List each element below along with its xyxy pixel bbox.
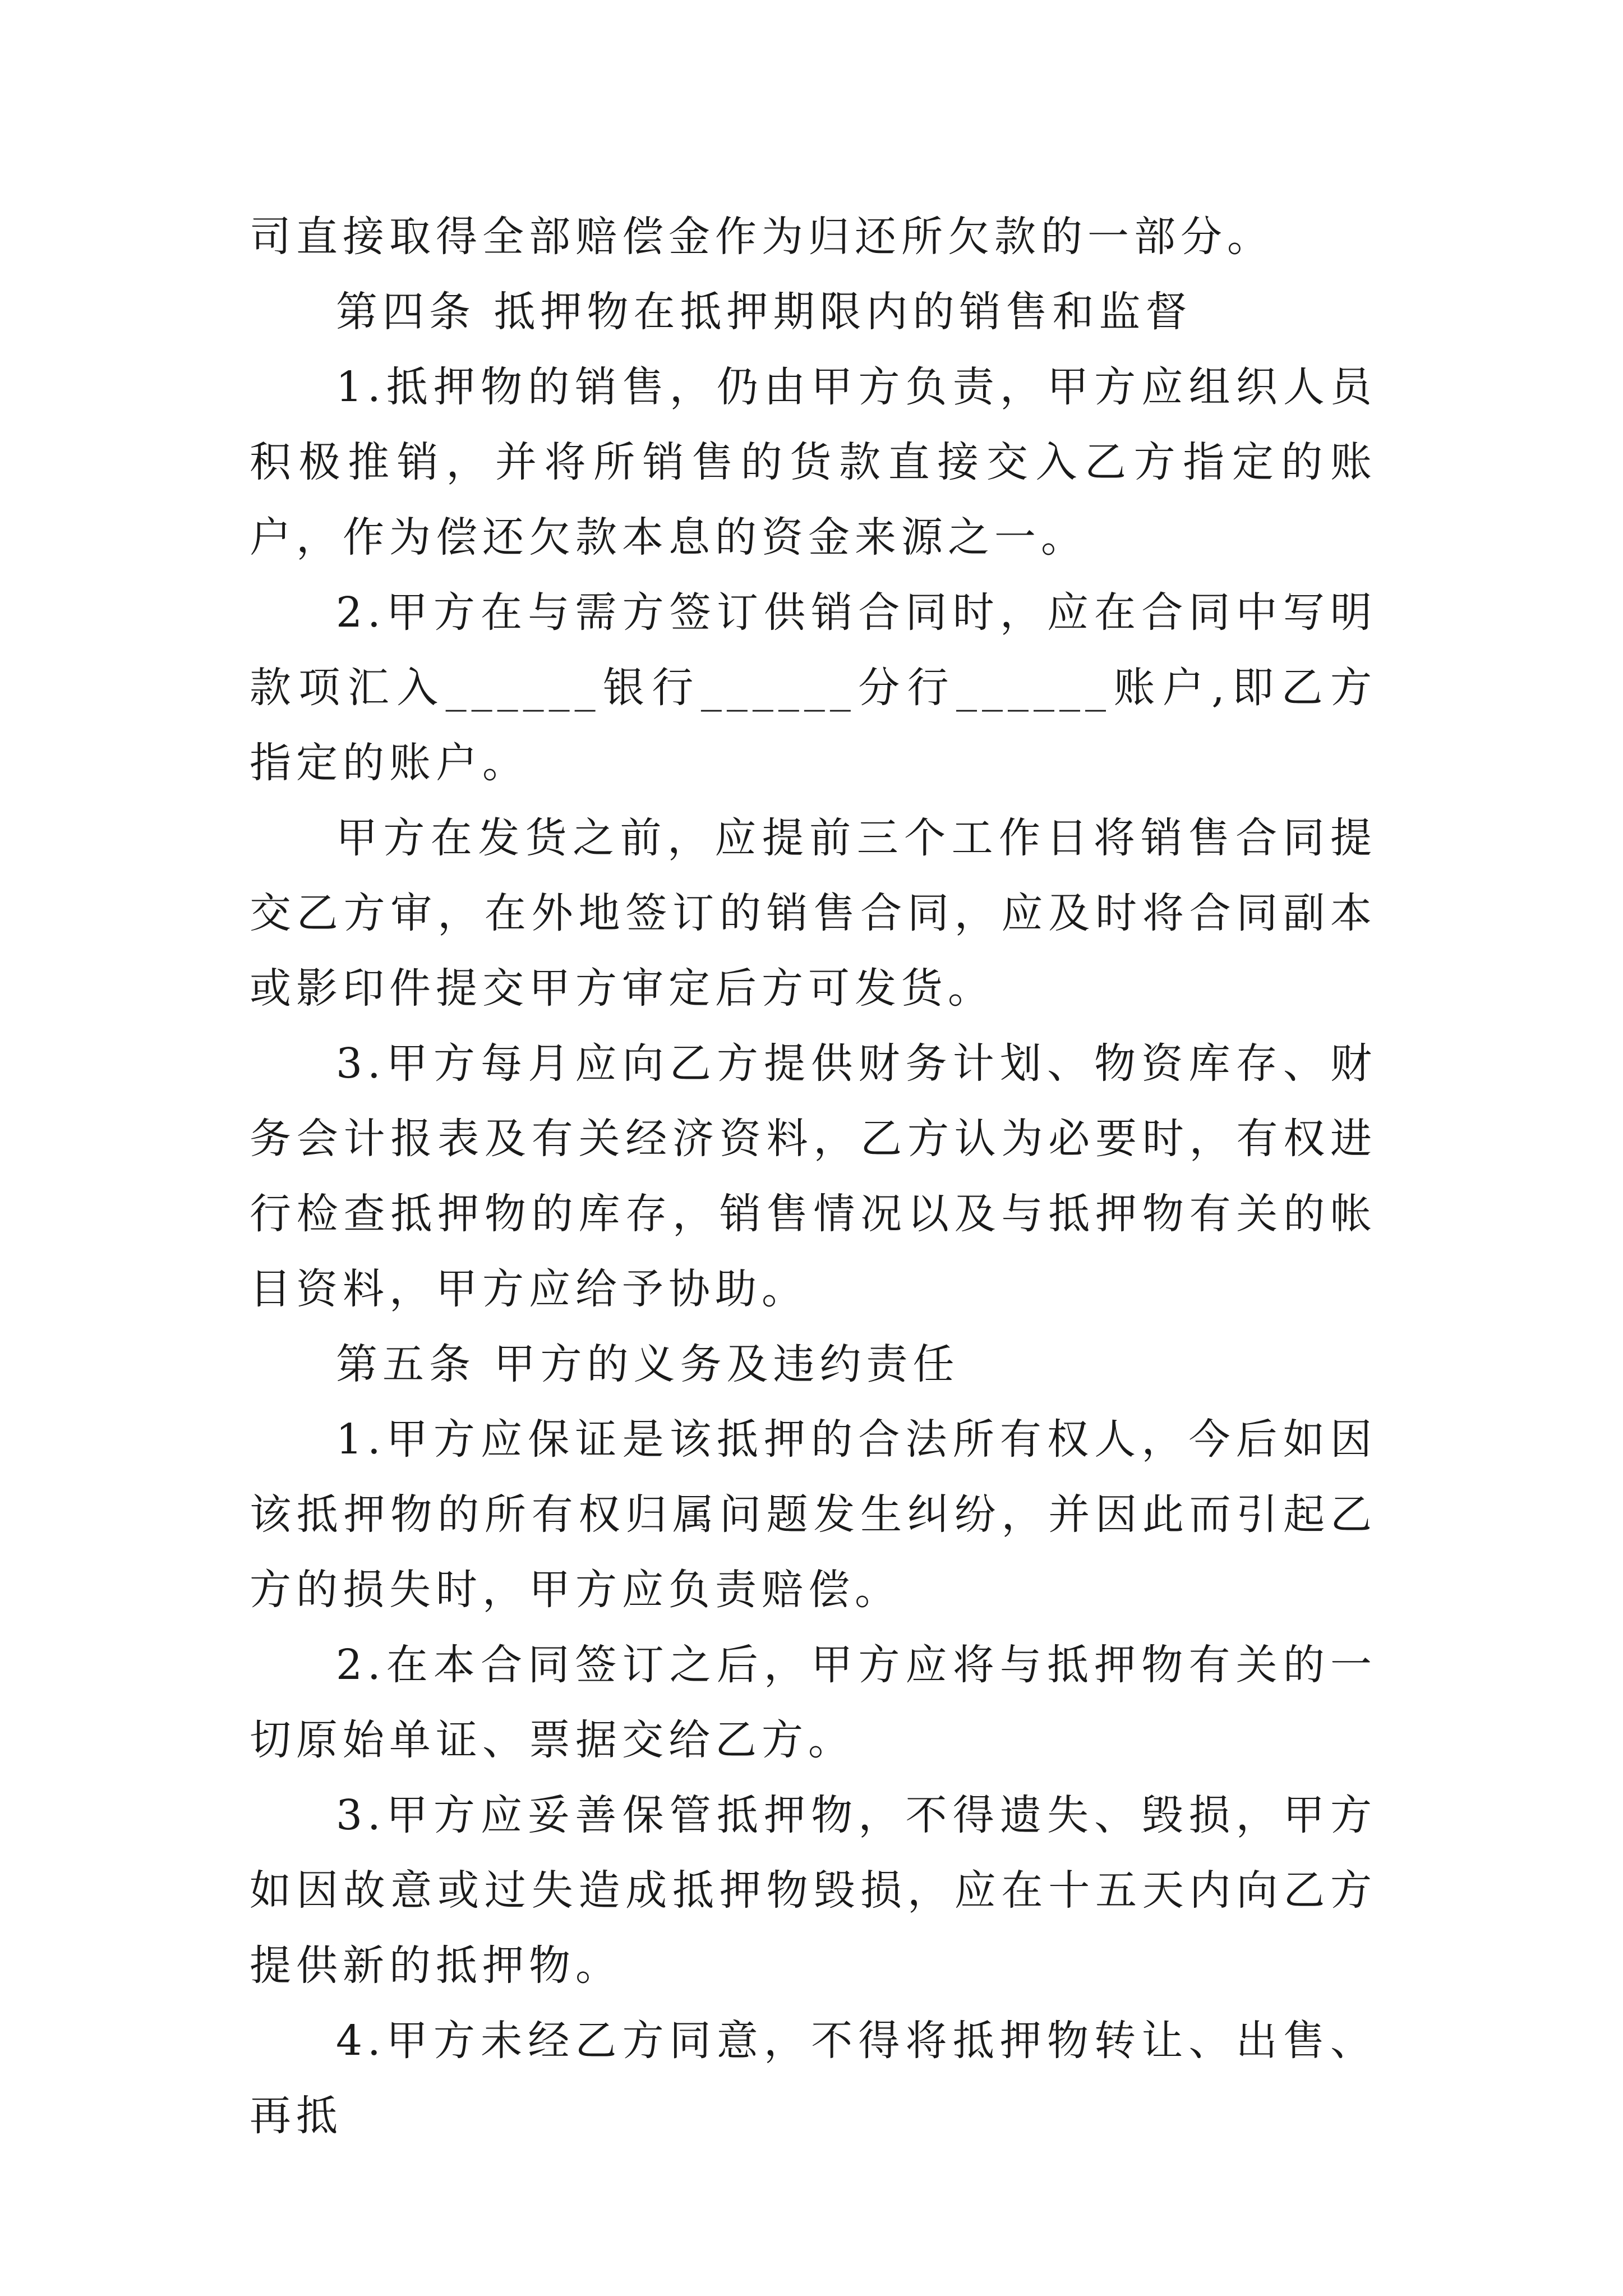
paragraph: 3.甲方应妥善保管抵押物，不得遗失、毁损，甲方如因故意或过失造成抵押物毁损，应在十五天内向乙方提供新的抵押物。 — [250, 1791, 1377, 1990]
article-heading: 第五条 甲方的义务及违约责任 — [336, 1340, 960, 1388]
article-heading: 第四条 抵押物在抵押期限内的销售和监督 — [336, 288, 1192, 336]
paragraph: 3.甲方每月应向乙方提供财务计划、物资库存、财务会计报表及有关经济资料，乙方认为必要时，有权进行检查抵押物的库存，销售情况以及与抵押物有关的帐目资料，甲方应给予协助。 — [250, 1039, 1377, 1313]
paragraph: 2.甲方在与需方签订供销合同时，应在合同中写明款项汇入______银行______分行______账户,即乙方指定的账户。 — [250, 588, 1377, 787]
paragraph: 1.甲方应保证是该抵押的合法所有权人，今后如因该抵押物的所有权归属问题发生纠纷，并因此而引起乙方的损失时，甲方应负责赔偿。 — [250, 1415, 1377, 1614]
paragraph: 1.抵押物的销售，仍由甲方负责，甲方应组织人员积极推销，并将所销售的货款直接交入乙方指定的账户，作为偿还欠款本息的资金来源之一。 — [250, 363, 1377, 562]
paragraph: 司直接取得全部赔偿金作为归还所欠款的一部分。 — [250, 213, 1274, 261]
paragraph: 甲方在发货之前，应提前三个工作日将销售合同提交乙方审，在外地签订的销售合同，应及时将合同副本或影印件提交甲方审定后方可发货。 — [250, 814, 1377, 1013]
paragraph: 2.在本合同签订之后，甲方应将与抵押物有关的一切原始单证、票据交给乙方。 — [250, 1641, 1377, 1764]
paragraph: 4.甲方未经乙方同意，不得将抵押物转让、出售、再抵 — [250, 2017, 1377, 2140]
document-body — [250, 199, 1377, 2154]
